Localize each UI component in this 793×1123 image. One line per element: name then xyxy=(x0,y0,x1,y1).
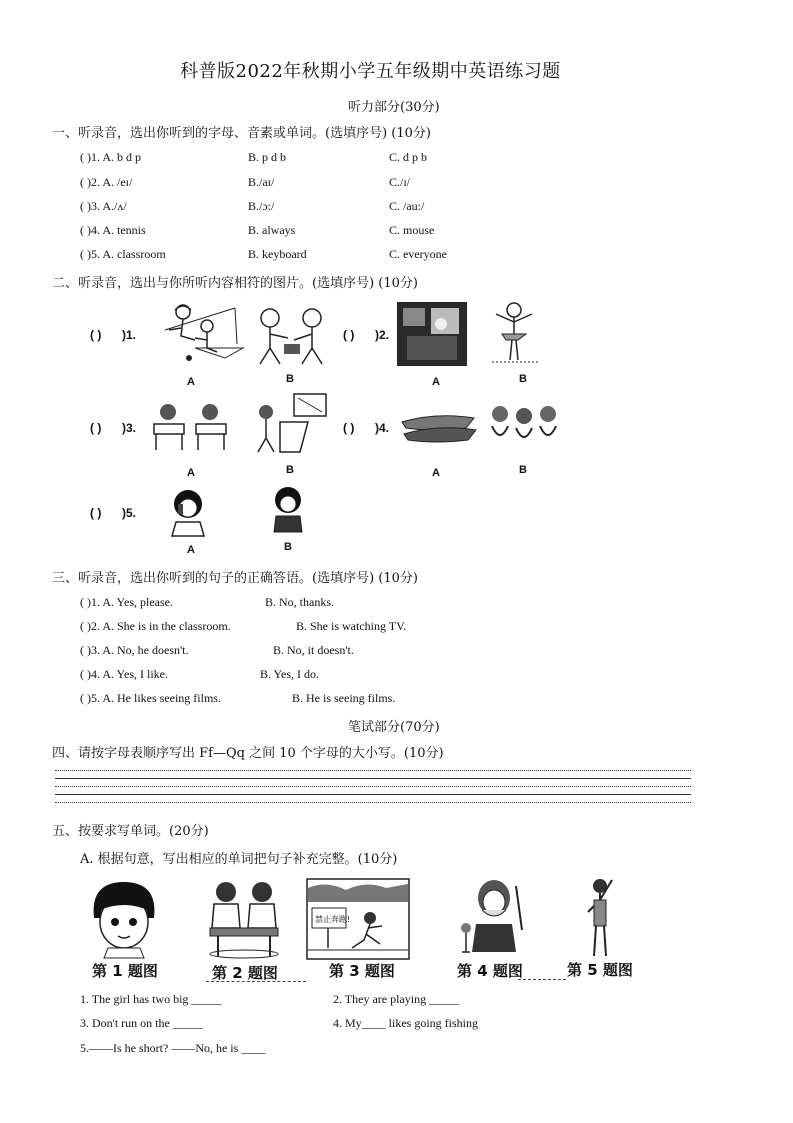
s2-q4-paren: ( ) xyxy=(343,421,355,435)
s3-q2-b: B. She is watching TV. xyxy=(296,619,407,633)
s5-sentence-5: 5.——Is he short? ——No, he is ____ xyxy=(80,1041,266,1055)
s3-q2-a: ( )2. A. She is in the classroom. xyxy=(80,619,231,633)
s2-q5-picture-a-girl-phone-icon xyxy=(166,486,210,538)
s2-q5-label-b: B xyxy=(284,541,292,553)
s5-picture2-children-table-icon xyxy=(204,878,284,960)
s3-q5-a: ( )5. A. He likes seeing films. xyxy=(80,691,221,705)
s2-q1-number: )1. xyxy=(122,328,137,342)
letter-writing-lines[interactable] xyxy=(55,770,691,810)
s5-sentence-4: 4. My____ likes going fishing xyxy=(333,1016,479,1030)
s2-q1-label-b: B xyxy=(286,373,294,385)
s1-q3: ( )3. A./ʌ/ xyxy=(80,199,127,213)
s1-q1: ( )1. A. b d p xyxy=(80,150,141,164)
s2-q2-picture-a-photo-icon xyxy=(397,302,467,366)
s3-q1-a: ( )1. A. Yes, please. xyxy=(80,595,173,609)
s2-q5-number: )5. xyxy=(122,506,137,520)
s5-sentence-2: 2. They are playing _____ xyxy=(333,992,460,1006)
s1-q4: ( )4. A. tennis xyxy=(80,223,146,237)
s2-q2-label-b: B xyxy=(519,373,527,385)
s2-q5-label-a: A xyxy=(187,544,195,556)
s5-caption-2: 第 2 题图 xyxy=(212,964,278,982)
s3-q3-a: ( )3. A. No, he doesn't. xyxy=(80,643,189,657)
s2-q1-paren: ( ) xyxy=(90,328,102,342)
s2-q3-picture-b-classroom-icon xyxy=(250,392,330,458)
s2-q3-label-b: B xyxy=(286,464,294,476)
s3-q4-a: ( )4. A. Yes, I like. xyxy=(80,667,169,681)
s2-q5-paren: ( ) xyxy=(90,506,102,520)
s1-q2-b: B./aɪ/ xyxy=(248,175,275,189)
s2-q4-picture-a-boats-icon xyxy=(400,408,478,448)
s1-q2: ( )2. A. /eɪ/ xyxy=(80,175,133,189)
s5-caption-5: 第 5 题图 xyxy=(567,961,633,979)
listening-header: 听力部分(30分) xyxy=(348,100,440,115)
s3-q5-b: B. He is seeing films. xyxy=(292,691,396,705)
s1-q5: ( )5. A. classroom xyxy=(80,247,166,261)
s1-q5-b: B. keyboard xyxy=(248,247,307,261)
s5-picture1-girl-icon xyxy=(88,878,160,960)
s2-q4-label-b: B xyxy=(519,464,527,476)
s3-q4-b: B. Yes, I do. xyxy=(260,667,320,681)
s5-sentence-3: 3. Don't run on the _____ xyxy=(80,1016,203,1030)
writing-header: 笔试部分(70分) xyxy=(348,720,440,735)
s3-q3-b: B. No, it doesn't. xyxy=(273,643,354,657)
s2-q2-number: )2. xyxy=(375,328,390,342)
s1-q3-c: C. /au:/ xyxy=(389,199,425,213)
section4-heading: 四、请按字母表顺序写出 Ff—Qq 之间 10 个字母的大小写。(10分) xyxy=(52,746,444,761)
s1-q1-b: B. p d b xyxy=(248,150,287,164)
s1-q4-c: C. mouse xyxy=(389,223,435,237)
s2-q1-picture-b-boys-icon xyxy=(250,304,336,368)
s2-q5-picture-b-girl-icon xyxy=(268,484,308,534)
s2-q1-picture-a-fishing-icon xyxy=(155,300,245,368)
section2-heading: 二、听录音，选出与你所听内容相符的图片。(选填序号) (10分) xyxy=(52,276,418,291)
s2-q2-label-a: A xyxy=(432,376,440,388)
section5-sub-a: A. 根据句意，写出相应的单词把句子补充完整。(10分) xyxy=(80,852,398,867)
s2-q3-paren: ( ) xyxy=(90,421,102,435)
section5-heading: 五、按要求写单词。(20分) xyxy=(52,824,209,839)
s2-q4-number: )4. xyxy=(375,421,390,435)
s2-q3-label-a: A xyxy=(187,467,195,479)
s2-q3-picture-a-students-desks-icon xyxy=(150,402,230,454)
s5-caption-4-dashline xyxy=(518,979,566,980)
s2-q2-paren: ( ) xyxy=(343,328,355,342)
s3-q1-b: B. No, thanks. xyxy=(265,595,334,609)
s2-q1-label-a: A xyxy=(187,376,195,388)
s1-q3-b: B./ɔ:/ xyxy=(248,199,275,213)
s5-caption-3: 第 3 题图 xyxy=(329,962,395,980)
section3-heading: 三、听录音，选出你听到的句子的正确答语。(选填序号) (10分) xyxy=(52,571,418,586)
s5-caption-1: 第 1 题图 xyxy=(92,962,158,980)
s5-picture5-tall-man-icon xyxy=(580,876,620,960)
s5-sentence-1: 1. The girl has two big _____ xyxy=(80,992,222,1006)
s1-q4-b: B. always xyxy=(248,223,296,237)
s5-sign-text: 禁止奔跑! xyxy=(315,915,351,924)
section1-heading: 一、听录音，选出你听到的字母、音素或单词。(选填序号) (10分) xyxy=(52,126,431,141)
s2-q4-label-a: A xyxy=(432,467,440,479)
s5-caption-4: 第 4 题图 xyxy=(457,962,523,980)
s5-picture4-grandpa-icon xyxy=(456,876,530,960)
s2-q2-picture-b-dancer-icon xyxy=(488,300,544,368)
s5-caption-2-dashline xyxy=(206,981,306,982)
s1-q2-c: C./ɪ/ xyxy=(389,175,411,189)
page-title: 科普版2022年秋期小学五年级期中英语练习题 xyxy=(180,61,561,82)
s2-q3-number: )3. xyxy=(122,421,137,435)
s1-q5-c: C. everyone xyxy=(389,247,447,261)
s1-q1-c: C. d p b xyxy=(389,150,428,164)
s5-picture3-road-sign-icon xyxy=(306,878,410,960)
s2-q4-picture-b-animals-icon xyxy=(488,404,560,446)
